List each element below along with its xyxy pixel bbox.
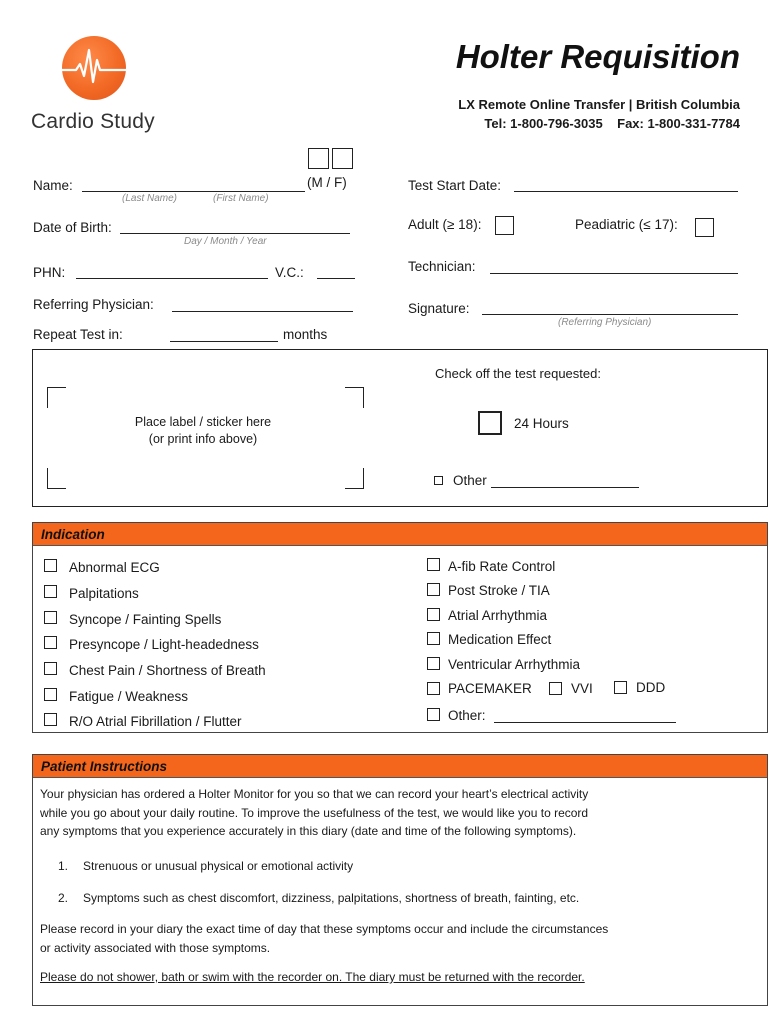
vvi-checkbox[interactable]	[549, 682, 562, 695]
signature-hint: (Referring Physician)	[558, 317, 652, 328]
start-date-field[interactable]	[514, 191, 738, 192]
instruction-item-2-number: 2.	[58, 891, 69, 905]
corner-mark	[47, 468, 66, 489]
sex-label: (M / F)	[307, 175, 347, 190]
adult-checkbox[interactable]	[495, 216, 514, 235]
indication-header	[33, 523, 767, 546]
presyncope-label: Presyncope / Light-headedness	[69, 637, 259, 652]
hours-checkbox[interactable]	[478, 411, 502, 435]
ventricular-arrhythmia-checkbox[interactable]	[427, 657, 440, 670]
intro-line: while you go about your daily routine. To improve the usefulness of the test, we would like you to record	[40, 805, 589, 820]
months-label: months	[283, 327, 328, 342]
last-name-hint: (Last Name)	[122, 193, 178, 204]
ro-afib-checkbox[interactable]	[44, 713, 57, 726]
instruction-item-1: Strenuous or unusual physical or emotional activity	[83, 859, 354, 873]
other-indication-label: Other:	[448, 708, 486, 723]
record-line: or activity associated with those symptoms.	[40, 940, 271, 955]
intro-line: any symptoms that you experience accurately in this diary (date and time of the following symptoms).	[40, 824, 577, 838]
pediatric-checkbox[interactable]	[695, 218, 714, 237]
afib-rate-label: A-fib Rate Control	[448, 559, 556, 574]
phn-label: PHN:	[33, 265, 66, 280]
atrial-arrhythmia-checkbox[interactable]	[427, 608, 440, 621]
other-indication-field[interactable]	[494, 722, 676, 723]
other-test-checkbox[interactable]	[434, 476, 443, 485]
sex-box-f[interactable]	[332, 148, 353, 169]
instructions-heading: Patient Instructions	[41, 759, 168, 774]
chest-pain-checkbox[interactable]	[44, 662, 57, 675]
corner-mark	[345, 468, 364, 489]
referring-label: Referring Physician:	[33, 297, 154, 312]
label-sticker-box	[32, 349, 768, 507]
syncope-label: Syncope / Fainting Spells	[69, 612, 222, 627]
post-stroke-checkbox[interactable]	[427, 583, 440, 596]
presyncope-checkbox[interactable]	[44, 636, 57, 649]
post-stroke-label: Post Stroke / TIA	[448, 583, 550, 598]
pacemaker-checkbox[interactable]	[427, 682, 440, 695]
record-line: Please record in your diary the exact time of day that these symptoms occur and include the circumstances	[40, 922, 609, 936]
vc-label: V.C.:	[275, 265, 304, 280]
ddd-checkbox[interactable]	[614, 681, 627, 694]
pacemaker-label: PACEMAKER	[448, 681, 532, 696]
vc-field[interactable]	[317, 278, 355, 279]
record-instructions	[40, 920, 740, 957]
instruction-item-1-number: 1.	[58, 859, 69, 873]
signature-field[interactable]	[482, 314, 738, 315]
label-instructions	[93, 414, 313, 448]
label-line-2: (or print info above)	[148, 432, 258, 446]
indication-heading: Indication	[41, 527, 105, 542]
logo-text: Cardio Study	[31, 110, 155, 133]
intro-line: Your physician has ordered a Holter Monitor for you so that we can record your heart’s electrical activity	[40, 787, 589, 801]
abnormal-ecg-checkbox[interactable]	[44, 559, 57, 572]
medication-effect-label: Medication Effect	[448, 632, 552, 647]
palpitations-label: Palpitations	[69, 586, 139, 601]
indication-section	[32, 522, 768, 733]
palpitations-checkbox[interactable]	[44, 585, 57, 598]
sex-box-m[interactable]	[308, 148, 329, 169]
instructions-header	[33, 755, 767, 778]
atrial-arrhythmia-label: Atrial Arrhythmia	[448, 608, 548, 623]
technician-label: Technician:	[408, 259, 476, 274]
repeat-label: Repeat Test in:	[33, 327, 123, 342]
other-test-field[interactable]	[491, 487, 639, 488]
repeat-field[interactable]	[170, 341, 278, 342]
check-heading: Check off the test requested:	[435, 366, 601, 381]
phn-field[interactable]	[76, 278, 268, 279]
hours-label: 24 Hours	[514, 416, 569, 431]
dob-hint: Day / Month / Year	[184, 236, 267, 247]
heartbeat-icon	[62, 36, 126, 100]
contact-info: Tel: 1-800-796-3035 Fax: 1-800-331-7784	[484, 116, 740, 131]
dob-field[interactable]	[120, 233, 350, 234]
warning-text: Please do not shower, bath or swim with the recorder on. The diary must be returned with the recorder.	[40, 970, 585, 984]
adult-label: Adult (≥ 18):	[408, 217, 482, 232]
other-indication-checkbox[interactable]	[427, 708, 440, 721]
pediatric-label: Peadiatric (≤ 17):	[575, 217, 678, 232]
page-subtitle: LX Remote Online Transfer | British Columbia	[458, 97, 740, 112]
ddd-label: DDD	[636, 680, 666, 695]
instruction-item-2: Symptoms such as chest discomfort, dizziness, palpitations, shortness of breath, fainting, etc.	[83, 891, 580, 905]
name-field[interactable]	[82, 191, 305, 192]
technician-field[interactable]	[490, 273, 738, 274]
vvi-label: VVI	[571, 681, 593, 696]
fatigue-label: Fatigue / Weakness	[69, 689, 189, 704]
corner-mark	[345, 387, 364, 408]
first-name-hint: (First Name)	[213, 193, 269, 204]
label-line-1: Place label / sticker here	[134, 415, 272, 429]
page-title: Holter Requisition	[455, 38, 740, 75]
instructions-intro	[40, 785, 740, 841]
name-label: Name:	[33, 178, 73, 193]
afib-rate-checkbox[interactable]	[427, 558, 440, 571]
other-test-label: Other	[453, 473, 487, 488]
abnormal-ecg-label: Abnormal ECG	[69, 560, 160, 575]
referring-field[interactable]	[172, 311, 353, 312]
start-date-label: Test Start Date:	[408, 178, 502, 193]
logo-heartbeat-icon	[62, 36, 126, 100]
fatigue-checkbox[interactable]	[44, 688, 57, 701]
medication-effect-checkbox[interactable]	[427, 632, 440, 645]
corner-mark	[47, 387, 66, 408]
dob-label: Date of Birth:	[33, 220, 112, 235]
syncope-checkbox[interactable]	[44, 611, 57, 624]
chest-pain-label: Chest Pain / Shortness of Breath	[69, 663, 266, 678]
ro-afib-label: R/O Atrial Fibrillation / Flutter	[69, 714, 242, 729]
signature-label: Signature:	[408, 301, 470, 316]
ventricular-arrhythmia-label: Ventricular Arrhythmia	[448, 657, 581, 672]
